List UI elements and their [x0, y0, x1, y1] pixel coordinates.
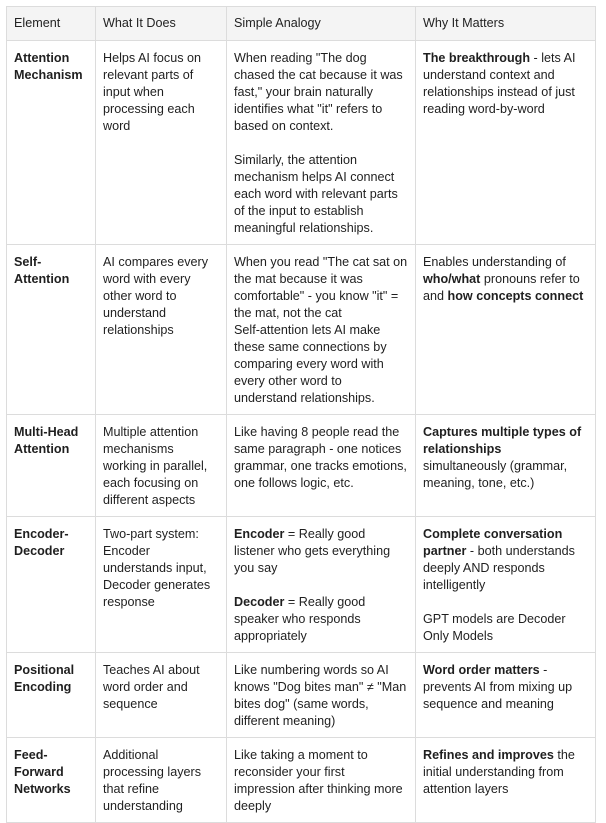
element-cell: Self-Attention [7, 245, 96, 415]
what-cell: Additional processing layers that refine understanding [96, 738, 227, 823]
header-why-it-matters: Why It Matters [416, 7, 596, 41]
table-row [7, 245, 596, 415]
analogy-cell [227, 245, 416, 415]
analogy-emphasis: Decoder [234, 595, 285, 609]
why-emphasis: Refines and improves [423, 748, 554, 762]
element-cell: Feed-Forward Networks [7, 738, 96, 823]
why-text: - lets AI understand context and relationships instead of just reading word-by-word [423, 51, 576, 116]
header-simple-analogy: Simple Analogy [227, 7, 416, 41]
header-element: Element [7, 7, 96, 41]
table-row [7, 653, 596, 738]
analogy-cell: Like numbering words so AI knows "Dog bites man" ≠ "Man bites dog" (same words, different meaning) [227, 653, 416, 738]
analogy-cell: Like having 8 people read the same paragraph - one notices grammar, one tracks emotions, one follows logic, etc. [227, 415, 416, 517]
what-cell: AI compares every word with every other word to understand relationships [96, 245, 227, 415]
what-cell: Helps AI focus on relevant parts of input when processing each word [96, 41, 227, 245]
why-cell [416, 41, 596, 245]
table-row [7, 415, 596, 517]
why-cell [416, 415, 596, 517]
transformer-elements-table [6, 6, 596, 823]
table-row [7, 517, 596, 653]
element-cell: Positional Encoding [7, 653, 96, 738]
element-cell: Multi-Head Attention [7, 415, 96, 517]
analogy-text: Similarly, the attention mechanism helps AI connect each word with relevant parts of the input to establish meaningful relationships. [234, 153, 398, 235]
analogy-text: = Really good speaker who responds appropriately [234, 595, 366, 643]
why-text: Enables understanding of [423, 255, 566, 269]
why-text: - prevents AI from mixing up sequence and meaning [423, 663, 573, 711]
analogy-text: = Really good listener who gets everything you say [234, 527, 391, 575]
analogy-cell: Like taking a moment to reconsider your first impression after thinking more deeply [227, 738, 416, 823]
table-header [7, 7, 596, 41]
why-cell [416, 653, 596, 738]
why-emphasis: Complete conversation partner [423, 527, 563, 558]
why-cell [416, 738, 596, 823]
why-text: simultaneously (grammar, meaning, tone, etc.) [423, 459, 568, 490]
why-emphasis: Word order matters [423, 663, 540, 677]
analogy-text: When reading "The dog chased the cat because it was fast," your brain naturally identifies what "it" refers to based on context. [234, 51, 403, 133]
analogy-emphasis: Encoder [234, 527, 285, 541]
why-emphasis: who/what [423, 272, 481, 286]
element-cell: Attention Mechanism [7, 41, 96, 245]
analogy-cell [227, 41, 416, 245]
why-cell [416, 245, 596, 415]
table-row [7, 738, 596, 823]
analogy-text: When you read "The cat sat on the mat because it was comfortable" - you know "it" = the mat, not the cat [234, 255, 408, 320]
why-text: GPT models are Decoder Only Models [423, 612, 566, 643]
analogy-cell [227, 517, 416, 653]
why-emphasis: The breakthrough [423, 51, 531, 65]
why-cell [416, 517, 596, 653]
analogy-text: Self-attention lets AI make these same connections by comparing every word with every other word to understand relationships. [234, 323, 387, 405]
why-emphasis: how concepts connect [447, 289, 584, 303]
header-row [7, 7, 596, 41]
element-cell: Encoder-Decoder [7, 517, 96, 653]
why-emphasis: Captures multiple types of relationships [423, 425, 582, 456]
what-cell: Multiple attention mechanisms working in parallel, each focusing on different aspects [96, 415, 227, 517]
why-text: pronouns refer to and [423, 272, 580, 303]
why-text: - both understands deeply AND responds intelligently [423, 544, 575, 592]
header-what-it-does: What It Does [96, 7, 227, 41]
what-cell: Two-part system: Encoder understands input, Decoder generates response [96, 517, 227, 653]
table-row [7, 41, 596, 245]
what-cell: Teaches AI about word order and sequence [96, 653, 227, 738]
why-text: the initial understanding from attention layers [423, 748, 575, 796]
